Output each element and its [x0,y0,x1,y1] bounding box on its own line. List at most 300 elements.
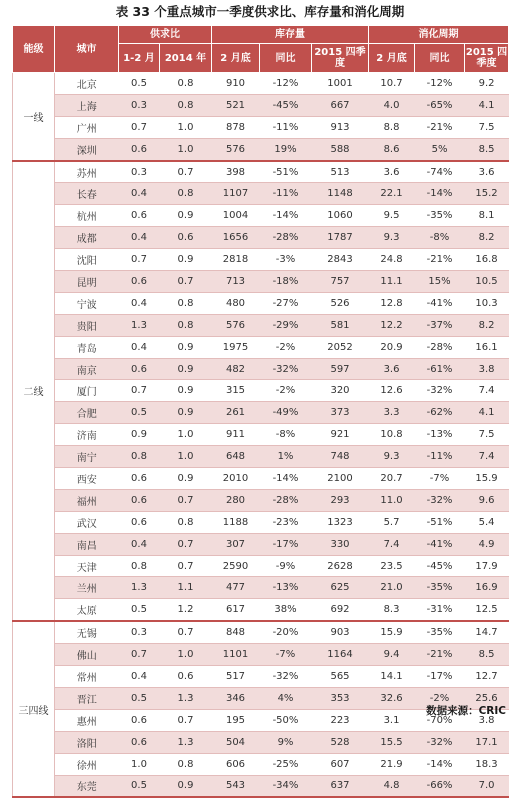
city-cell: 洛阳 [55,731,119,753]
value-cell: -8% [415,227,465,249]
value-cell: 280 [212,489,260,511]
value-cell: 0.8 [160,73,212,95]
value-cell: -8% [260,424,312,446]
value-cell: 8.1 [465,205,509,227]
city-cell: 北京 [55,73,119,95]
header-level: 能级 [13,26,55,73]
city-cell: 厦门 [55,380,119,402]
value-cell: 0.7 [160,161,212,183]
value-cell: -17% [260,533,312,555]
value-cell: 581 [312,314,369,336]
value-cell: -65% [415,94,465,116]
table-row [13,644,509,666]
value-cell: 21.9 [369,753,415,775]
value-cell: 16.8 [465,249,509,271]
header-sub: 同比 [260,44,312,73]
value-cell: 3.6 [369,358,415,380]
value-cell: 15.5 [369,731,415,753]
value-cell: 0.8 [160,314,212,336]
value-cell: 0.4 [119,183,160,205]
value-cell: -20% [260,621,312,643]
value-cell: 9.3 [369,446,415,468]
value-cell: 15% [415,271,465,293]
table-row [13,621,509,643]
value-cell: 848 [212,621,260,643]
value-cell: 0.5 [119,402,160,424]
value-cell: 7.4 [369,533,415,555]
value-cell: -51% [260,161,312,183]
value-cell: 1060 [312,205,369,227]
value-cell: 0.9 [160,380,212,402]
value-cell: -61% [415,358,465,380]
value-cell: 477 [212,577,260,599]
value-cell: 5.7 [369,511,415,533]
value-cell: 0.6 [119,511,160,533]
value-cell: 597 [312,358,369,380]
value-cell: 1101 [212,644,260,666]
value-cell: 16.1 [465,336,509,358]
city-cell: 南昌 [55,533,119,555]
city-cell: 苏州 [55,161,119,183]
value-cell: -3% [260,249,312,271]
value-cell: 353 [312,687,369,709]
value-cell: 0.7 [160,621,212,643]
value-cell: 320 [312,380,369,402]
value-cell: 588 [312,138,369,160]
value-cell: 1.2 [160,599,212,621]
value-cell: -14% [260,468,312,490]
value-cell: 10.5 [465,271,509,293]
value-cell: -2% [415,687,465,709]
value-cell: 1148 [312,183,369,205]
value-cell: -14% [415,183,465,205]
value-cell: 0.9 [160,249,212,271]
value-cell: -28% [260,227,312,249]
value-cell: -51% [415,511,465,533]
value-cell: 398 [212,161,260,183]
value-cell: 23.5 [369,555,415,577]
header-group-digest: 消化周期 [369,26,509,44]
value-cell: 0.8 [160,292,212,314]
table-row [13,489,509,511]
value-cell: 0.7 [160,271,212,293]
value-cell: -25% [260,753,312,775]
value-cell: -45% [260,94,312,116]
table-header [13,26,509,73]
value-cell: 2590 [212,555,260,577]
value-cell: 1001 [312,73,369,95]
city-cell: 东莞 [55,775,119,797]
header-sub: 2 月底 [369,44,415,73]
city-cell: 成都 [55,227,119,249]
data-table [12,25,509,798]
value-cell: 38% [260,599,312,621]
table-row [13,446,509,468]
value-cell: -32% [415,380,465,402]
value-cell: 12.2 [369,314,415,336]
city-cell: 惠州 [55,709,119,731]
city-cell: 太原 [55,599,119,621]
value-cell: -29% [260,314,312,336]
table-row [13,249,509,271]
value-cell: 9.3 [369,227,415,249]
value-cell: 1.0 [160,446,212,468]
value-cell: 0.3 [119,621,160,643]
value-cell: 12.6 [369,380,415,402]
value-cell: 293 [312,489,369,511]
value-cell: -70% [415,709,465,731]
city-cell: 南京 [55,358,119,380]
value-cell: 4.1 [465,94,509,116]
value-cell: 0.3 [119,94,160,116]
value-cell: 0.8 [119,555,160,577]
value-cell: 12.7 [465,666,509,688]
header-group-inventory: 库存量 [212,26,369,44]
table-row [13,161,509,183]
value-cell: -32% [260,358,312,380]
value-cell: -14% [415,753,465,775]
value-cell: 16.9 [465,577,509,599]
value-cell: -21% [415,249,465,271]
value-cell: 1787 [312,227,369,249]
value-cell: 15.9 [465,468,509,490]
value-cell: -50% [260,709,312,731]
table-row [13,94,509,116]
table-row [13,599,509,621]
value-cell: -45% [415,555,465,577]
value-cell: 606 [212,753,260,775]
table-row [13,533,509,555]
table-row [13,380,509,402]
value-cell: 0.7 [119,644,160,666]
header-city: 城市 [55,26,119,73]
value-cell: 3.6 [465,161,509,183]
value-cell: 667 [312,94,369,116]
city-cell: 长春 [55,183,119,205]
value-cell: 482 [212,358,260,380]
value-cell: 1.0 [160,116,212,138]
value-cell: 14.1 [369,666,415,688]
table-row [13,424,509,446]
value-cell: 15.9 [369,621,415,643]
value-cell: 0.6 [119,271,160,293]
value-cell: 25.6 [465,687,509,709]
value-cell: 4% [260,687,312,709]
value-cell: -17% [415,666,465,688]
value-cell: -32% [415,489,465,511]
level-cell: 三四线 [13,621,55,797]
value-cell: 0.7 [119,249,160,271]
value-cell: 11.0 [369,489,415,511]
value-cell: 4.1 [465,402,509,424]
value-cell: -41% [415,533,465,555]
value-cell: 5.4 [465,511,509,533]
city-cell: 兰州 [55,577,119,599]
table-row [13,271,509,293]
table-row [13,468,509,490]
header-sub: 2015 四季度 [465,44,509,73]
value-cell: 1164 [312,644,369,666]
table-row [13,511,509,533]
value-cell: 1.3 [160,687,212,709]
value-cell: -41% [415,292,465,314]
value-cell: 8.6 [369,138,415,160]
header-sub: 2014 年 [160,44,212,73]
value-cell: 2843 [312,249,369,271]
value-cell: 14.7 [465,621,509,643]
value-cell: -11% [415,446,465,468]
city-cell: 青岛 [55,336,119,358]
value-cell: 513 [312,161,369,183]
header-sub: 2 月底 [212,44,260,73]
value-cell: 0.5 [119,73,160,95]
value-cell: 4.8 [369,775,415,797]
value-cell: 18.3 [465,753,509,775]
value-cell: 1.1 [160,577,212,599]
value-cell: 913 [312,116,369,138]
value-cell: 0.9 [160,468,212,490]
value-cell: 0.4 [119,533,160,555]
value-cell: 261 [212,402,260,424]
value-cell: 528 [312,731,369,753]
value-cell: 921 [312,424,369,446]
value-cell: 1.0 [160,138,212,160]
value-cell: -74% [415,161,465,183]
value-cell: 637 [312,775,369,797]
value-cell: 19% [260,138,312,160]
value-cell: 0.6 [119,489,160,511]
value-cell: 911 [212,424,260,446]
value-cell: -23% [260,511,312,533]
table-row [13,402,509,424]
value-cell: 0.5 [119,775,160,797]
value-cell: 3.6 [369,161,415,183]
table-row [13,116,509,138]
value-cell: 7.4 [465,380,509,402]
value-cell: 526 [312,292,369,314]
header-sub: 1-2 月 [119,44,160,73]
value-cell: 8.2 [465,314,509,336]
value-cell: 0.6 [119,205,160,227]
value-cell: 1% [260,446,312,468]
value-cell: -37% [415,314,465,336]
value-cell: -28% [260,489,312,511]
table-row [13,227,509,249]
value-cell: 2052 [312,336,369,358]
city-cell: 佛山 [55,644,119,666]
table-row [13,775,509,797]
value-cell: 10.8 [369,424,415,446]
value-cell: -9% [260,555,312,577]
value-cell: 625 [312,577,369,599]
value-cell: 2818 [212,249,260,271]
value-cell: 1.3 [119,577,160,599]
value-cell: -18% [260,271,312,293]
value-cell: 0.8 [160,94,212,116]
value-cell: 757 [312,271,369,293]
value-cell: 713 [212,271,260,293]
value-cell: 1004 [212,205,260,227]
value-cell: 0.8 [119,446,160,468]
value-cell: 0.6 [160,227,212,249]
value-cell: -32% [260,666,312,688]
value-cell: -2% [260,380,312,402]
value-cell: -14% [260,205,312,227]
value-cell: -7% [260,644,312,666]
value-cell: 910 [212,73,260,95]
value-cell: -2% [260,336,312,358]
value-cell: 0.4 [119,227,160,249]
value-cell: 0.7 [119,380,160,402]
value-cell: 1.0 [160,424,212,446]
value-cell: 3.8 [465,358,509,380]
header-sub: 同比 [415,44,465,73]
value-cell: 0.6 [119,709,160,731]
value-cell: 4.9 [465,533,509,555]
value-cell: 0.7 [160,709,212,731]
value-cell: 4.0 [369,94,415,116]
value-cell: -7% [415,468,465,490]
city-cell: 天津 [55,555,119,577]
value-cell: 565 [312,666,369,688]
city-cell: 济南 [55,424,119,446]
value-cell: 1188 [212,511,260,533]
value-cell: 0.7 [160,555,212,577]
data-source: 数据来源：CRIC [426,705,506,717]
value-cell: -49% [260,402,312,424]
value-cell: 576 [212,314,260,336]
value-cell: 8.2 [465,227,509,249]
value-cell: 7.0 [465,775,509,797]
value-cell: 32.6 [369,687,415,709]
value-cell: -35% [415,621,465,643]
value-cell: -35% [415,205,465,227]
value-cell: 9.4 [369,644,415,666]
value-cell: 0.9 [160,205,212,227]
value-cell: 0.8 [160,753,212,775]
value-cell: 8.8 [369,116,415,138]
table-row [13,753,509,775]
value-cell: 0.7 [160,533,212,555]
table-row [13,358,509,380]
table-row [13,666,509,688]
city-cell: 武汉 [55,511,119,533]
value-cell: 9.6 [465,489,509,511]
city-cell: 贵阳 [55,314,119,336]
value-cell: -12% [415,73,465,95]
table-row [13,205,509,227]
table-row [13,314,509,336]
table-row [13,183,509,205]
value-cell: -13% [415,424,465,446]
table-row [13,731,509,753]
value-cell: -35% [415,577,465,599]
value-cell: 0.9 [160,358,212,380]
value-cell: 20.9 [369,336,415,358]
value-cell: 10.3 [465,292,509,314]
city-cell: 宁波 [55,292,119,314]
value-cell: 8.3 [369,599,415,621]
value-cell: 1.3 [119,314,160,336]
header-sub: 2015 四季度 [312,44,369,73]
value-cell: 1656 [212,227,260,249]
value-cell: 504 [212,731,260,753]
value-cell: 7.5 [465,424,509,446]
value-cell: 223 [312,709,369,731]
value-cell: 480 [212,292,260,314]
city-cell: 南宁 [55,446,119,468]
value-cell: 0.6 [119,468,160,490]
table-row [13,577,509,599]
value-cell: 2100 [312,468,369,490]
value-cell: 517 [212,666,260,688]
value-cell: 0.7 [160,489,212,511]
city-cell: 无锡 [55,621,119,643]
value-cell: 0.4 [119,336,160,358]
value-cell: 5% [415,138,465,160]
level-cell: 一线 [13,73,55,161]
value-cell: 330 [312,533,369,555]
value-cell: -31% [415,599,465,621]
value-cell: 1107 [212,183,260,205]
value-cell: 607 [312,753,369,775]
table-row [13,555,509,577]
table-row [13,138,509,160]
value-cell: 521 [212,94,260,116]
value-cell: 9.2 [465,73,509,95]
value-cell: -11% [260,116,312,138]
value-cell: 2010 [212,468,260,490]
value-cell: 0.4 [119,666,160,688]
value-cell: 0.4 [119,292,160,314]
value-cell: 0.9 [160,775,212,797]
table-row [13,336,509,358]
value-cell: 8.5 [465,644,509,666]
value-cell: 0.8 [160,183,212,205]
value-cell: 346 [212,687,260,709]
value-cell: 0.7 [119,116,160,138]
city-cell: 福州 [55,489,119,511]
value-cell: 0.6 [160,666,212,688]
value-cell: -32% [415,731,465,753]
value-cell: 0.9 [160,402,212,424]
value-cell: -13% [260,577,312,599]
value-cell: 7.4 [465,446,509,468]
value-cell: 17.9 [465,555,509,577]
value-cell: 10.7 [369,73,415,95]
value-cell: 0.9 [160,336,212,358]
city-cell: 晋江 [55,687,119,709]
value-cell: -34% [260,775,312,797]
value-cell: 22.1 [369,183,415,205]
value-cell: 3.3 [369,402,415,424]
value-cell: 0.5 [119,687,160,709]
value-cell: 20.7 [369,468,415,490]
value-cell: 3.1 [369,709,415,731]
value-cell: 0.6 [119,138,160,160]
value-cell: 0.9 [119,424,160,446]
value-cell: 576 [212,138,260,160]
value-cell: -62% [415,402,465,424]
value-cell: -28% [415,336,465,358]
value-cell: 17.1 [465,731,509,753]
table-body [13,73,509,798]
value-cell: 1.3 [160,731,212,753]
value-cell: 748 [312,446,369,468]
value-cell: 0.5 [119,599,160,621]
value-cell: 648 [212,446,260,468]
value-cell: -27% [260,292,312,314]
